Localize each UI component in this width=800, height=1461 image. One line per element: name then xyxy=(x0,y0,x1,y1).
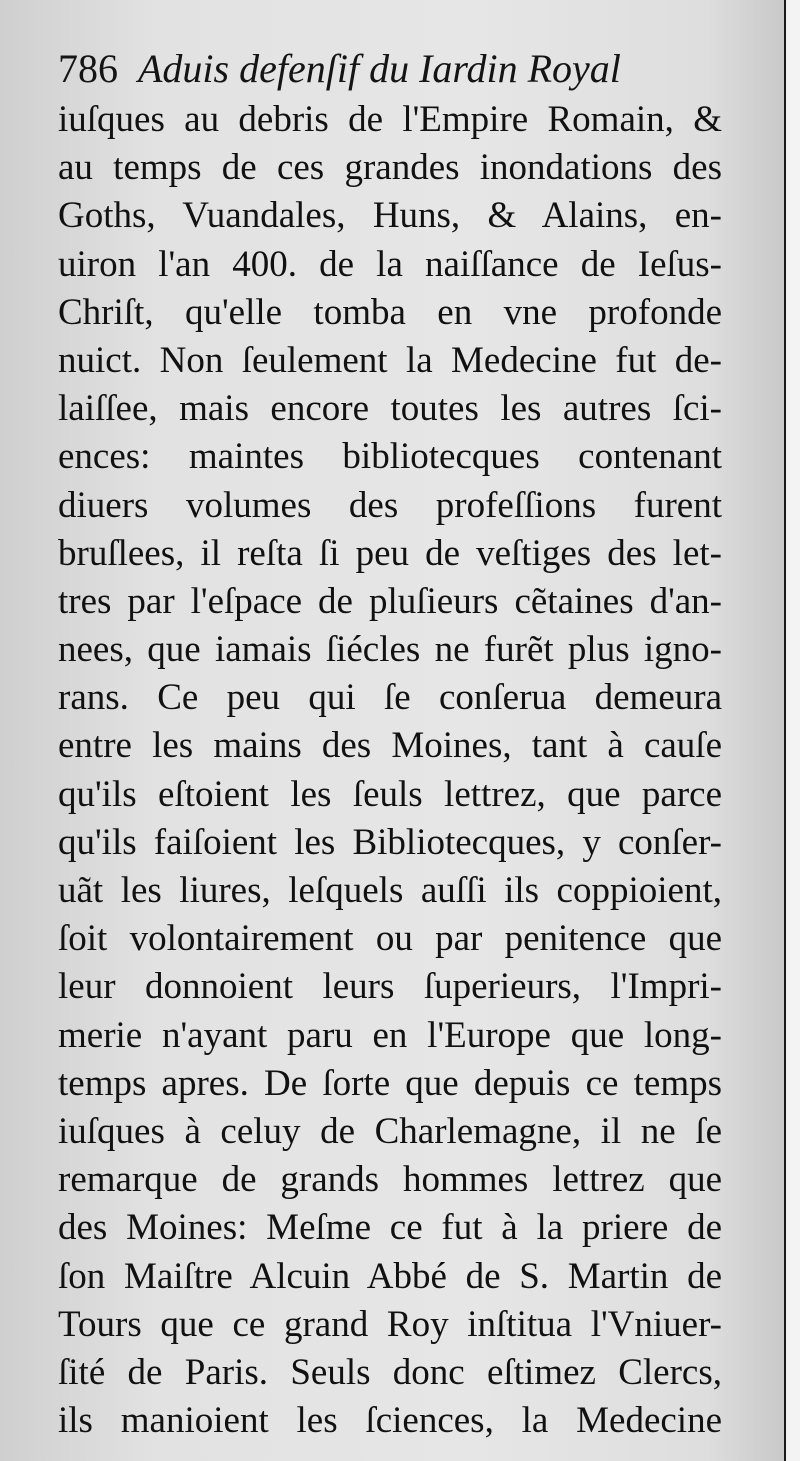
text-line: ſoit volontairement ou par penitence que xyxy=(58,918,722,960)
text-line: des Moines: Meſme ce fut à la priere de xyxy=(58,1207,722,1249)
text-line: entre les mains des Moines, tant à cauſe xyxy=(58,725,722,767)
text-line: remarque de grands hommes lettrez que xyxy=(58,1159,722,1201)
running-header xyxy=(58,44,621,94)
text-line: rans. Ce peu qui ſe conſerua demeura xyxy=(58,677,722,719)
text-line: ences: maintes bibliotecques contenant xyxy=(58,436,722,478)
text-line: au temps de ces grandes inondations des xyxy=(58,147,722,189)
page-number: 786 xyxy=(58,46,118,91)
text-line: Tours que ce grand Roy inſtitua l'Vniuer- xyxy=(58,1303,722,1345)
text-line: leur donnoient leurs ſuperieurs, l'Impri- xyxy=(58,966,722,1008)
text-line: uãt les liures, leſquels auſſi ils coppioient, xyxy=(58,870,722,911)
text-line: nees, que iamais ſiécles ne furẽt plus igno- xyxy=(58,629,722,671)
body-text xyxy=(58,96,722,1445)
text-line: diuers volumes des profeſſions furent xyxy=(58,484,722,526)
text-line: Goths, Vuandales, Huns, & Alains, en- xyxy=(58,195,722,237)
text-line: Chriſt, qu'elle tomba en vne profonde xyxy=(58,291,722,333)
text-line: ils manioient les ſciences, la Medecine xyxy=(58,1400,722,1442)
text-line: laiſſee, mais encore toutes les autres ſci- xyxy=(58,388,722,430)
text-line: qu'ils faiſoient les Bibliotecques, y conſer- xyxy=(58,821,722,863)
running-title: Aduis defenſif du Iardin Royal xyxy=(138,46,621,91)
page-edge xyxy=(784,0,800,1461)
text-line: iuſques à celuy de Charlemagne, il ne ſe xyxy=(58,1110,722,1152)
text-line: merie n'ayant paru en l'Europe que long- xyxy=(58,1014,722,1056)
text-line: temps apres. De ſorte que depuis ce temps xyxy=(58,1062,722,1104)
text-line: tres par l'eſpace de pluſieurs cẽtaines d'an- xyxy=(58,580,722,622)
text-line: uiron l'an 400. de la naiſſance de Ieſus- xyxy=(58,243,722,285)
text-line: ſité de Paris. Seuls donc eſtimez Clercs, xyxy=(58,1351,722,1393)
text-line: bruſlees, il reſta ſi peu de veſtiges des let- xyxy=(58,532,722,574)
text-line: qu'ils eſtoient les ſeuls lettrez, que parce xyxy=(58,773,722,815)
text-line: iuſques au debris de l'Empire Romain, & xyxy=(58,99,722,140)
text-line: ſon Maiſtre Alcuin Abbé de S. Martin de xyxy=(58,1255,722,1297)
text-line: nuict. Non ſeulement la Medecine fut de- xyxy=(58,339,722,381)
